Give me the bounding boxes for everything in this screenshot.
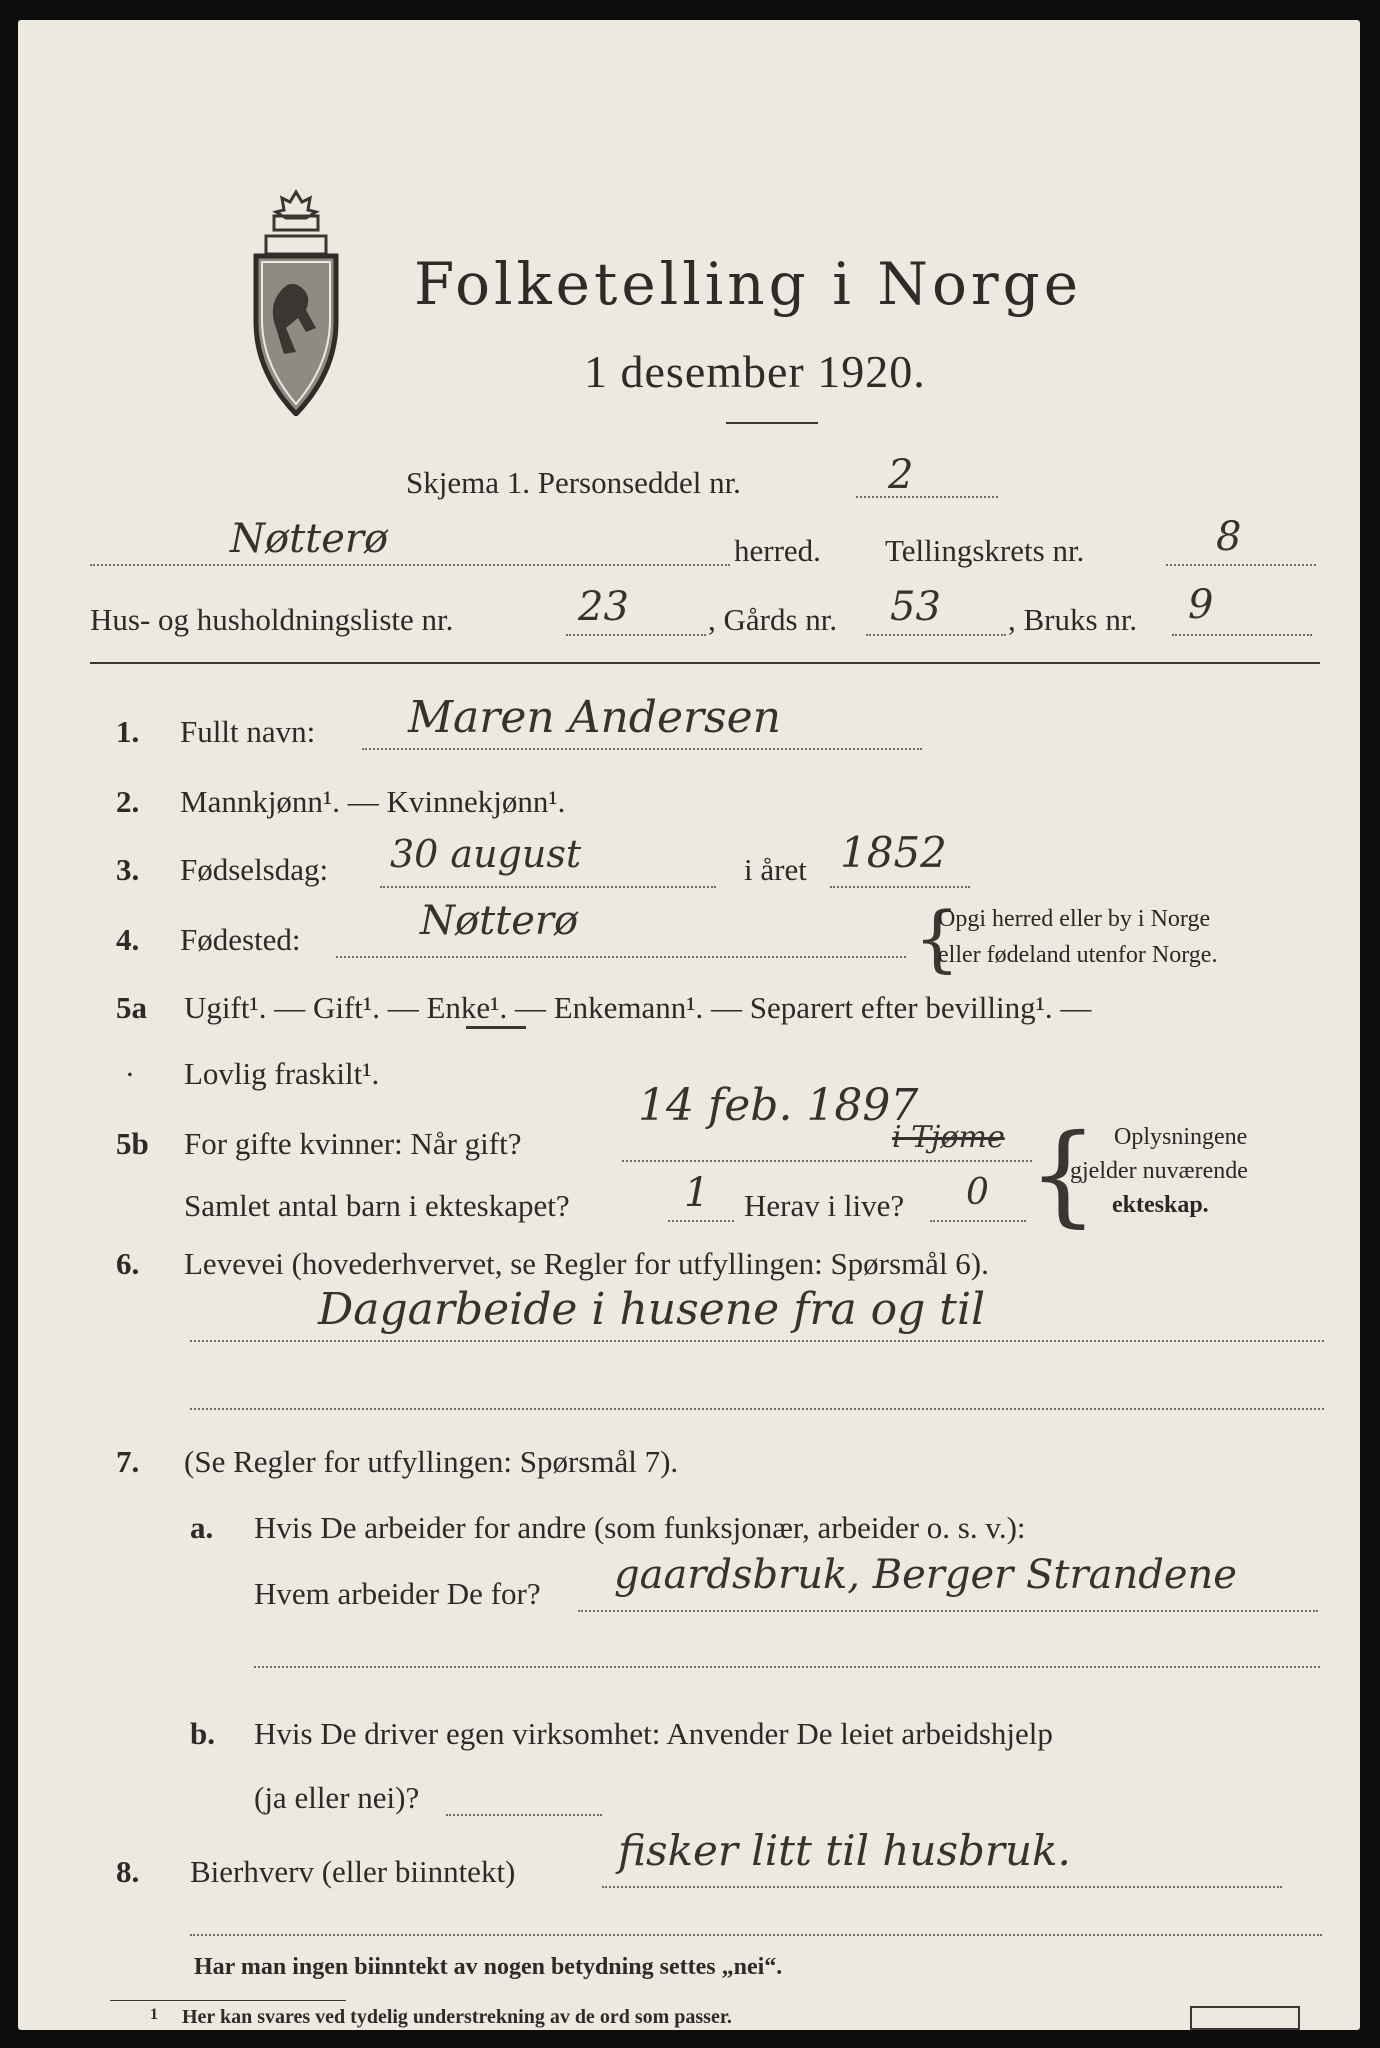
q3-label: Fødselsdag: <box>180 852 329 887</box>
q6-line1 <box>190 1340 1324 1342</box>
census-form <box>18 20 1360 2030</box>
q8-line1 <box>602 1886 1282 1888</box>
q2-number: 2. <box>116 784 140 819</box>
herred-line <box>90 564 730 566</box>
q7-label: (Se Regler for utfyllingen: Spørsmål 7). <box>184 1444 679 1479</box>
tellingskrets-label: Tellingskrets nr. <box>885 533 1085 568</box>
marriage-place-struck: i Tjøme <box>892 1120 1005 1155</box>
q7b-letter: b. <box>190 1716 215 1751</box>
q4-number: 4. <box>116 922 140 957</box>
q1-label: Fullt navn: <box>180 714 316 749</box>
full-name-value[interactable]: Maren Andersen <box>408 692 781 743</box>
q7b-label: Hvis De driver egen virksomhet: Anvender De leiet arbeidshjelp <box>254 1716 1053 1751</box>
marital-status-options[interactable]: Ugift¹. — Gift¹. — Enke¹. — Enkemann¹. — Separert efter bevilling¹. — <box>184 990 1092 1025</box>
q3-number: 3. <box>116 852 140 887</box>
q4-line <box>336 956 906 958</box>
form-title: Folketelling i Norge <box>414 250 1083 318</box>
footnote-rule <box>110 2000 346 2001</box>
footer-note: Har man ingen biinntekt av nogen betydning settes „nei“. <box>194 1954 783 1980</box>
personseddel-nr-value[interactable]: 2 <box>888 452 914 498</box>
side-income-value[interactable]: fisker litt til husbruk. <box>618 1826 1071 1875</box>
schema-label: Skjema 1. Personseddel nr. <box>406 465 741 500</box>
q5b-line <box>622 1160 1032 1162</box>
alive-value[interactable]: 0 <box>966 1172 989 1213</box>
q7a-line2 <box>254 1666 1320 1668</box>
hus-line <box>566 634 706 636</box>
birthplace-value[interactable]: Nøtterø <box>420 898 579 944</box>
enke-underline <box>466 1026 526 1029</box>
q3-line <box>380 886 716 888</box>
q1-number: 1. <box>116 714 140 749</box>
marital-status-options-cont[interactable]: Lovlig fraskilt¹. <box>184 1056 380 1091</box>
herred-value[interactable]: Nøtterø <box>230 516 389 562</box>
occupation-value[interactable]: Dagarbeide i husene fra og til <box>318 1284 986 1335</box>
children-line <box>668 1220 734 1222</box>
q7b-question: (ja eller nei)? <box>254 1780 420 1815</box>
birthdate-value[interactable]: 30 august <box>390 832 582 876</box>
q8-line2 <box>190 1934 1322 1936</box>
children-value[interactable]: 1 <box>684 1170 710 1216</box>
hus-label: Hus- og husholdningsliste nr. <box>90 602 454 637</box>
gards-label: , Gårds nr. <box>708 602 838 637</box>
q5b-note-line2: gjelder nuværende <box>1070 1158 1248 1184</box>
q8-number: 8. <box>116 1854 140 1889</box>
footnote-text: Her kan svares ved tydelig understrekning av de ord som passer. <box>182 2006 732 2028</box>
q7a-letter: a. <box>190 1510 214 1545</box>
gender-options[interactable]: Mannkjønn¹. — Kvinnekjønn¹. <box>180 784 566 819</box>
herred-label: herred. <box>734 533 821 568</box>
q7b-line[interactable] <box>446 1814 602 1816</box>
q7-number: 7. <box>116 1444 140 1479</box>
q1-line <box>362 748 922 750</box>
header-rule <box>90 662 1320 664</box>
alive-line <box>930 1220 1026 1222</box>
q5b-label: For gifte kvinner: Når gift? <box>184 1126 522 1161</box>
bruks-value[interactable]: 9 <box>1188 582 1214 628</box>
q8-label: Bierhverv (eller biinntekt) <box>190 1854 516 1889</box>
q6-line2 <box>190 1408 1324 1410</box>
marriage-date-value[interactable]: 14 feb. 1897 <box>638 1080 919 1131</box>
q6-label: Levevei (hovederhvervet, se Regler for utfyllingen: Spørsmål 6). <box>184 1246 989 1281</box>
birth-year-value[interactable]: 1852 <box>840 828 947 877</box>
printer-mark <box>1190 2006 1300 2030</box>
q5a-number: 5a <box>116 990 147 1025</box>
q4-note-line1: Opgi herred eller by i Norge <box>938 906 1211 932</box>
q7a-question: Hvem arbeider De for? <box>254 1576 541 1611</box>
q5a-bullet: . <box>126 1048 134 1083</box>
q3-year-line <box>830 886 970 888</box>
q5b-number: 5b <box>116 1126 149 1161</box>
q5b-note-line1: Oplysningene <box>1114 1124 1248 1150</box>
q7a-label: Hvis De arbeider for andre (som funksjonær, arbeider o. s. v.): <box>254 1510 1026 1545</box>
q4-brace: { <box>914 896 960 980</box>
coat-of-arms-emblem <box>246 188 346 416</box>
q5b-note-line3: ekteskap. <box>1112 1192 1209 1218</box>
gards-line <box>866 634 1006 636</box>
footnote-mark: 1 <box>150 2006 158 2023</box>
tellingskrets-value[interactable]: 8 <box>1216 514 1242 560</box>
personseddel-nr-line <box>856 496 998 498</box>
hus-value[interactable]: 23 <box>578 584 629 630</box>
bruks-line <box>1172 634 1312 636</box>
q3-year-label: i året <box>744 852 807 887</box>
q5b-children-label: Samlet antal barn i ekteskapet? <box>184 1188 570 1223</box>
gards-value[interactable]: 53 <box>890 584 941 630</box>
bruks-label: , Bruks nr. <box>1008 602 1138 637</box>
q5b-brace: { <box>1028 1110 1098 1238</box>
q4-note-line2: eller fødeland utenfor Norge. <box>938 942 1218 968</box>
tellingskrets-line <box>1166 564 1316 566</box>
title-divider <box>726 422 818 424</box>
q7a-line1 <box>578 1610 1318 1612</box>
q6-number: 6. <box>116 1246 140 1281</box>
employer-value[interactable]: gaardsbruk, Berger Strandene <box>614 1552 1237 1598</box>
q5b-alive-label: Herav i live? <box>744 1188 905 1223</box>
census-date: 1 desember 1920. <box>584 346 926 397</box>
q4-label: Fødested: <box>180 922 301 957</box>
